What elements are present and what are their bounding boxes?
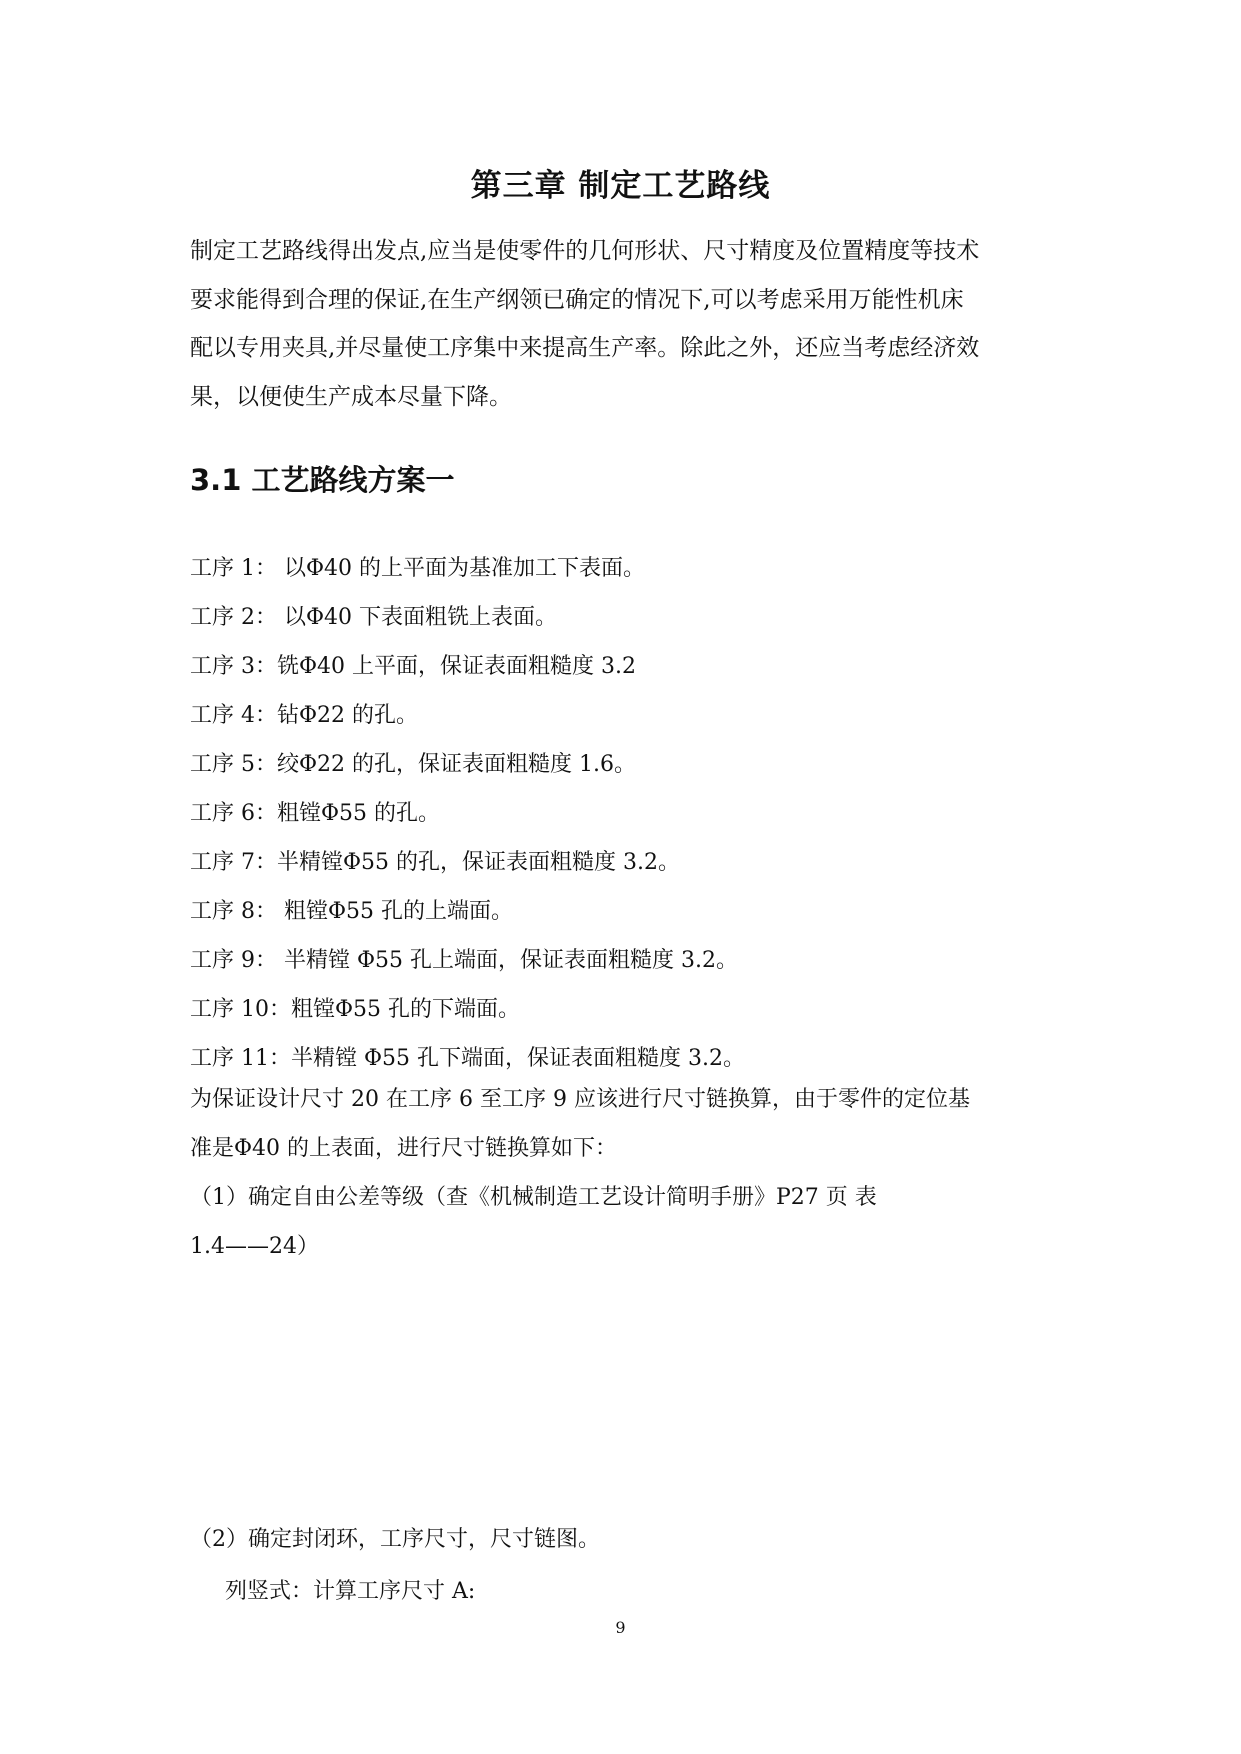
process-step: 工序 1： 以Φ40 的上平面为基准加工下表面。	[190, 556, 646, 581]
process-step: 工序 5：绞Φ22 的孔，保证表面粗糙度 1.6。	[190, 752, 636, 777]
process-step: 工序 4：钻Φ22 的孔。	[190, 703, 419, 728]
process-step: 工序 8： 粗镗Φ55 孔的上端面。	[190, 899, 514, 924]
dimension-chain-paragraph	[190, 1075, 1070, 1271]
paragraph-line: （1）确定自由公差等级（查《机械制造工艺设计简明手册》P27 页 表	[190, 1185, 877, 1210]
paragraph-line: 1.4——24）	[190, 1234, 319, 1259]
process-step: 工序 9： 半精镗 Φ55 孔上端面，保证表面粗糙度 3.2。	[190, 948, 738, 973]
intro-line: 制定工艺路线得出发点,应当是使零件的几何形状、尺寸精度及位置精度等技术	[190, 238, 980, 264]
calculation-line: 列竖式：计算工序尺寸 A:	[225, 1579, 476, 1604]
intro-line: 果，以便使生产成本尽量下降。	[190, 383, 512, 410]
closed-loop-step: （2）确定封闭环，工序尺寸，尺寸链图。	[190, 1527, 600, 1552]
section-title: 3.1 工艺路线方案一	[190, 463, 455, 497]
process-step: 工序 11：半精镗 Φ55 孔下端面，保证表面粗糙度 3.2。	[190, 1046, 745, 1071]
process-steps-list	[190, 544, 1070, 1083]
process-step: 工序 6：粗镗Φ55 的孔。	[190, 801, 441, 826]
process-step: 工序 10：粗镗Φ55 孔的下端面。	[190, 997, 521, 1022]
intro-paragraph	[190, 227, 1060, 421]
chapter-title: 第三章 制定工艺路线	[470, 168, 771, 204]
process-step: 工序 2： 以Φ40 下表面粗铣上表面。	[190, 605, 558, 630]
process-step: 工序 7：半精镗Φ55 的孔，保证表面粗糙度 3.2。	[190, 850, 680, 875]
paragraph-line: 准是Φ40 的上表面，进行尺寸链换算如下：	[190, 1136, 618, 1161]
intro-line: 配以专用夹具,并尽量使工序集中来提高生产率。除此之外，还应当考虑经济效	[190, 335, 980, 361]
intro-line: 要求能得到合理的保证,在生产纲领已确定的情况下,可以考虑采用万能性机床	[190, 286, 964, 313]
paragraph-line: 为保证设计尺寸 20 在工序 6 至工序 9 应该进行尺寸链换算，由于零件的定位基	[190, 1087, 970, 1112]
page-number: 9	[615, 1618, 626, 1637]
process-step: 工序 3：铣Φ40 上平面，保证表面粗糙度 3.2	[190, 654, 636, 679]
